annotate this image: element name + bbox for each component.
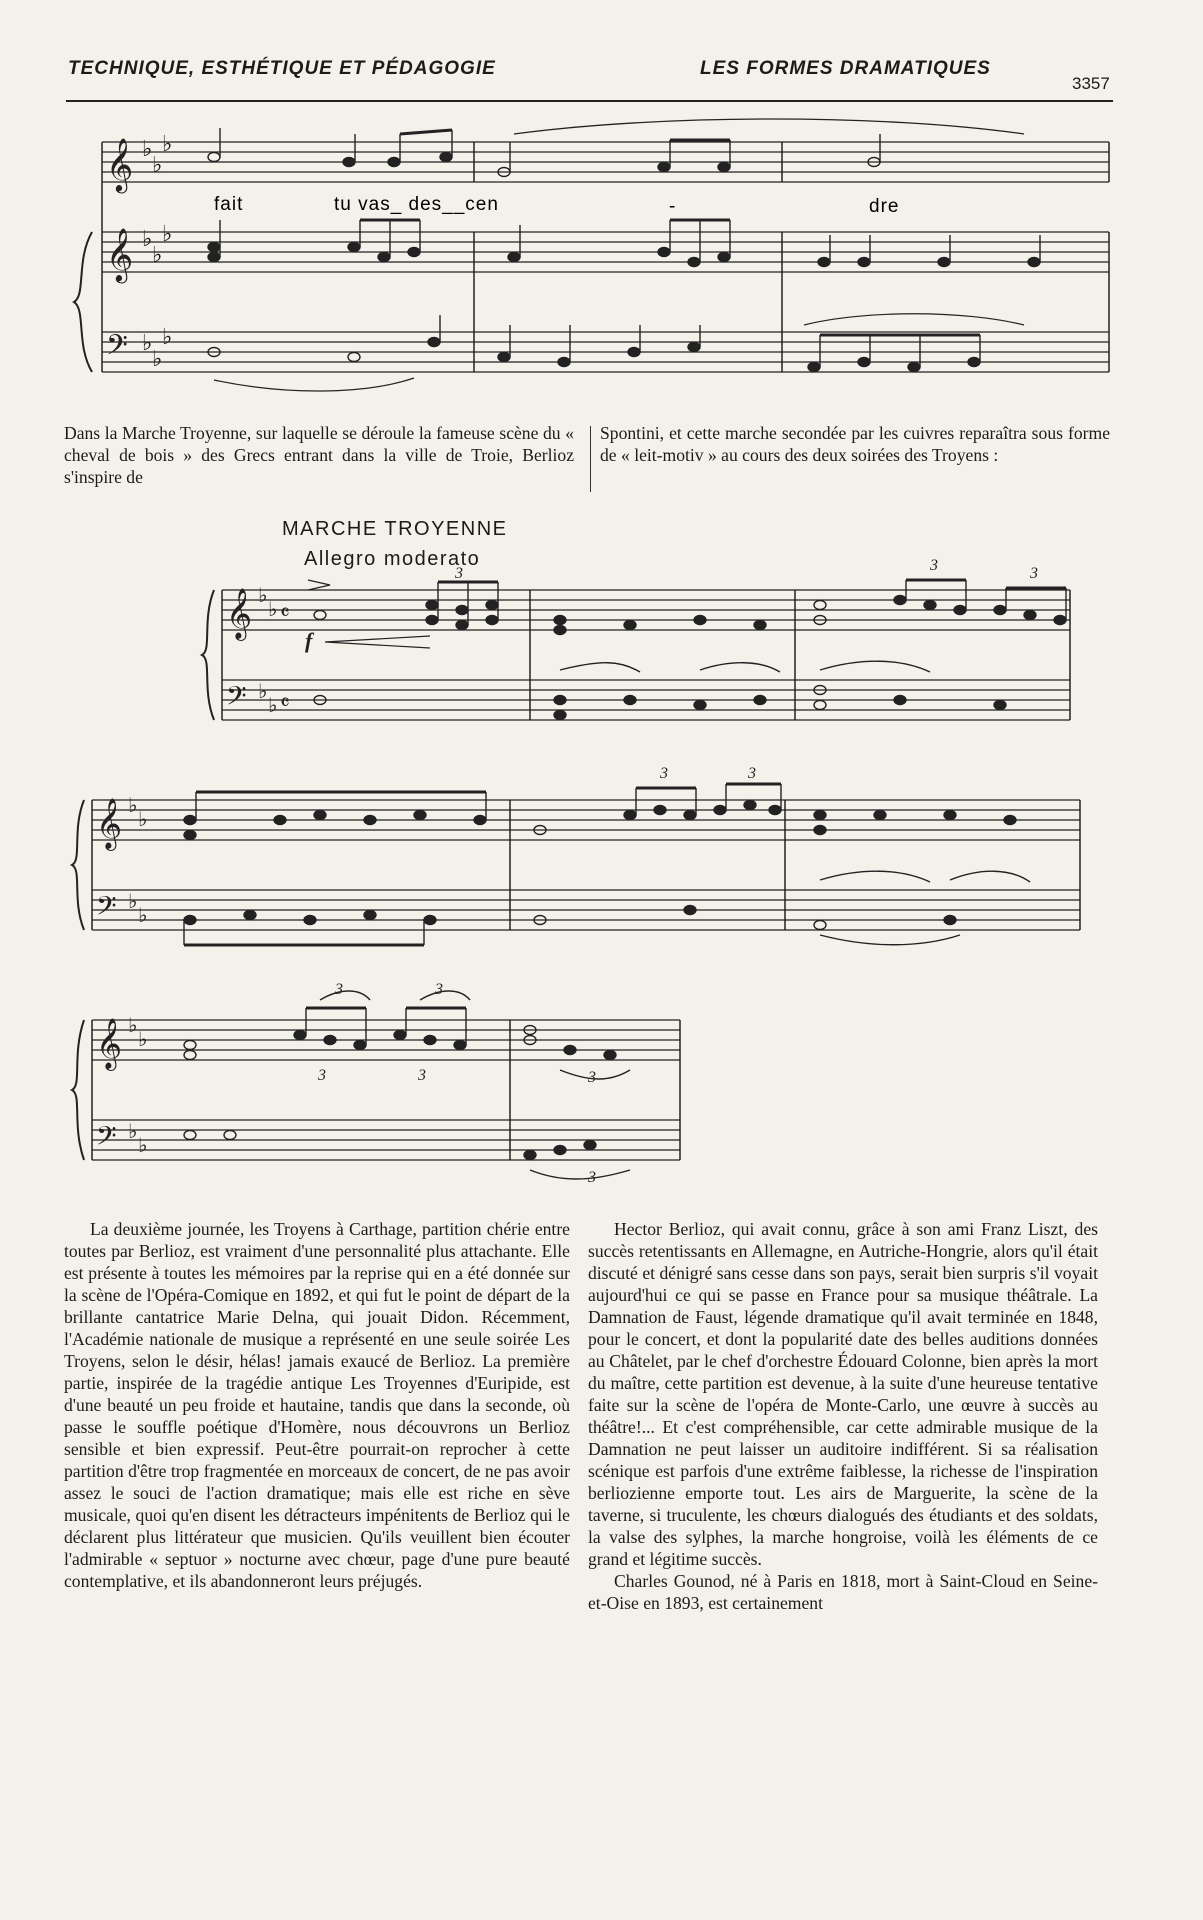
svg-text:♭: ♭ — [258, 681, 268, 703]
intro-right-column — [600, 422, 1110, 466]
music-score-march-3 — [70, 970, 690, 1190]
svg-text:♭: ♭ — [138, 1135, 148, 1157]
svg-text:3: 3 — [335, 981, 343, 998]
intro-left-text: Dans la Marche Troyenne, sur laquelle se déroule la fameuse scène du « cheval de bois » des Grecs entrant dans la ville de Troie, Berlioz s'inspire de — [64, 423, 574, 487]
body-left-paragraph: La deuxième journée, les Troyens à Carthage, partition chérie entre toutes par Berlioz, est vraiment d'une personnalité plus attachante. Elle est présente à toutes les mémoires par la reprise qui en a été donnée sur la scène de l'Opéra-Comique en 1892, et qui fut le point de départ de la brillante cantatrice Marie Delna, qui jouait Didon. Récemment, l'Académie nationale de musique a représenté en une seule soirée Les Troyens, selon le désir, hélas! jamais exaucé de Berlioz. La première partie, inspirée de la tragédie antique Les Troyennes d'Euripide, est d'une beauté un peu froide et hautaine, tandis que dans la seconde, où passe le souffle poétique d'Homère, nous découvrons un Berlioz sensible et bien expressif. Peut-être pourrait-on reprocher à cette partition d'être trop fragmentée en morceaux de concert, de ne pas avoir assez le souci de l'action dramatique; mais elle est riche en sève musicale, quoi qu'en disent les détracteurs impénitents de Berlioz qui le déclarent plus littérateur que musicien. Qu'ils veuillent bien écouter l'admirable « septuor » nocturne avec chœur, page d'une pure beauté contemplative, et ils abandonneront leurs préjugés. — [64, 1219, 570, 1591]
column-divider — [590, 426, 591, 492]
staff-voice — [102, 142, 1109, 182]
tempo-marking: Allegro moderato — [304, 548, 481, 570]
march-title: MARCHE TROYENNE — [282, 518, 508, 540]
lyric-hyphen: - — [669, 196, 677, 217]
svg-text:♭: ♭ — [128, 1121, 138, 1143]
running-header-left: TECHNIQUE, ESTHÉTIQUE ET PÉDAGOGIE — [68, 58, 496, 79]
svg-text:3: 3 — [660, 765, 668, 782]
running-header-right: LES FORMES DRAMATIQUES — [700, 58, 991, 79]
svg-text:3: 3 — [588, 1169, 596, 1186]
staff-piano-treble — [102, 232, 1109, 272]
svg-text:♭: ♭ — [152, 152, 163, 177]
svg-text:♭: ♭ — [128, 795, 138, 817]
svg-text:𝄞: 𝄞 — [96, 799, 123, 848]
svg-text:3: 3 — [748, 765, 756, 782]
svg-text:♭: ♭ — [152, 346, 163, 371]
lyric-tu-vas-descen: tu vas_ des__cen — [334, 194, 499, 215]
svg-text:𝄢: 𝄢 — [96, 891, 117, 927]
bass-clef-icon: 𝄢 — [106, 331, 128, 368]
body-right-paragraph-2: Charles Gounod, né à Paris en 1818, mort à Saint-Cloud en Seine-et-Oise en 1893, est certainement — [588, 1571, 1098, 1613]
svg-text:♭: ♭ — [138, 905, 148, 927]
svg-text:♭: ♭ — [152, 242, 163, 267]
music-score-march-2 — [70, 765, 1090, 950]
body-right-paragraph-1: Hector Berlioz, qui avait connu, grâce à son ami Franz Liszt, des succès retentissants en Allemagne, en Autriche-Hongrie, alors qu'il était discuté et dénigré sans cesse dans son pays, serait bien surpris s'il voyait aujourd'hui ce qui se passe en France pour sa musique théâtrale. La Damnation de Faust, légende dramatique qu'il avait terminée en 1848, pour le concert, et dont la popularité date des belles auditions données au Châtelet, par le chef d'orchestre Édouard Colonne, bien après la mort du maître, cette partition est devenue, à la suite d'une heureuse tentative faite sur la scène de l'opéra de Monte-Carlo, une œuvre à succès au théâtre!... Et c'est compréhensible, car cette admirable musique de la Damnation ne peut laisser un auditoire indifférent. Si sa réalisation scénique est parfois d'une extrême faiblesse, la richesse de l'inspiration berliozienne emporte tout. Les airs de Marguerite, la scène de la taverne, si truculente, les chœurs dialogués des étudiants et des soldats, la valse des sylphes, la marche hongroise, voilà les éléments de ce grand et légitime succès. — [588, 1219, 1098, 1569]
svg-text:𝄞: 𝄞 — [226, 589, 253, 638]
svg-text:♭: ♭ — [162, 324, 173, 349]
svg-text:3: 3 — [455, 565, 463, 582]
svg-text:3: 3 — [930, 557, 938, 574]
barlines — [102, 142, 1109, 372]
svg-text:3: 3 — [588, 1069, 596, 1086]
svg-text:3: 3 — [418, 1067, 426, 1084]
svg-text:♭: ♭ — [162, 221, 173, 246]
lyric-fait: fait — [214, 194, 244, 215]
svg-text:𝄴: 𝄴 — [280, 690, 290, 715]
key-signature-flats — [142, 131, 172, 371]
svg-text:♭: ♭ — [268, 695, 278, 717]
header-rule — [66, 100, 1113, 102]
voice-notes — [208, 119, 1024, 177]
svg-text:𝄞: 𝄞 — [96, 1019, 123, 1068]
treble-clef-icon: 𝄞 — [106, 139, 134, 190]
staff-piano-bass — [102, 332, 1109, 372]
svg-text:♭: ♭ — [162, 131, 173, 156]
body-left-column — [64, 1218, 570, 1592]
svg-text:♭: ♭ — [128, 891, 138, 913]
piano-notes — [208, 220, 1040, 391]
svg-text:♭: ♭ — [142, 136, 153, 161]
music-score-vocal — [64, 120, 1114, 410]
svg-text:♭: ♭ — [128, 1015, 138, 1037]
svg-text:𝄢: 𝄢 — [96, 1121, 117, 1157]
svg-text:𝄢: 𝄢 — [226, 681, 247, 717]
page-number: 3357 — [1072, 74, 1110, 93]
svg-text:3: 3 — [318, 1067, 326, 1084]
intro-left-column — [64, 422, 574, 488]
dynamic-forte: f — [305, 628, 313, 653]
svg-text:♭: ♭ — [258, 585, 268, 607]
body-right-column — [588, 1218, 1098, 1614]
svg-text:♭: ♭ — [138, 1029, 148, 1051]
svg-text:♭: ♭ — [138, 809, 148, 831]
grand-staff-brace — [74, 232, 92, 372]
svg-text:♭: ♭ — [268, 599, 278, 621]
voice-lyrics — [214, 194, 899, 217]
svg-text:3: 3 — [1030, 565, 1038, 582]
treble-clef-icon: 𝄞 — [106, 229, 134, 280]
svg-text:♭: ♭ — [142, 226, 153, 251]
svg-text:♭: ♭ — [142, 330, 153, 355]
svg-text:3: 3 — [435, 981, 443, 998]
lyric-dre: dre — [869, 196, 900, 217]
intro-right-text: Spontini, et cette marche secondée par les cuivres reparaîtra sous forme de « leit-motiv » au cours des deux soirées des Troyens : — [600, 423, 1110, 465]
svg-text:𝄴: 𝄴 — [280, 600, 290, 625]
